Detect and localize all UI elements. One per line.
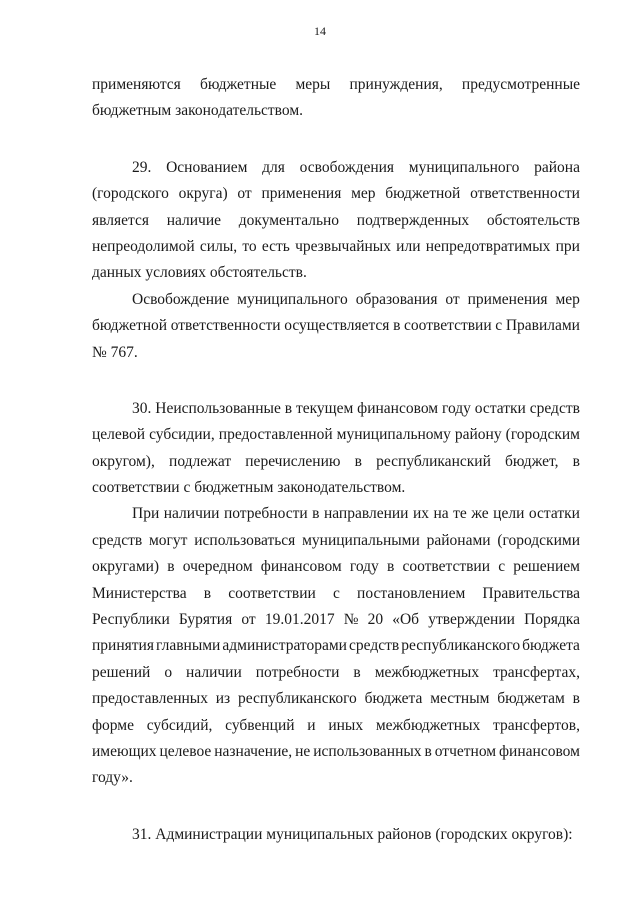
text-line: бюджетным законодательством. bbox=[92, 102, 304, 120]
text-line: (городского округа) от применения мер бюджетной ответственности bbox=[92, 185, 580, 203]
text-line: имеющих целевое назначение, не использованных в отчетном финансовом bbox=[92, 742, 580, 760]
paragraph-p-29-2 bbox=[92, 287, 580, 366]
text-line: форме субсидий, субвенций и иных межбюджетных трансфертов, bbox=[92, 716, 580, 734]
text-line: решений о наличии потребности в межбюджетных трансфертах, bbox=[92, 663, 580, 681]
text-line: является наличие документально подтвержденных обстоятельств bbox=[92, 211, 580, 229]
text-line: Освобождение муниципального образования от применения мер bbox=[132, 290, 580, 308]
text-line: Министерства в соответствии с постановлением Правительства bbox=[92, 584, 580, 602]
text-line: целевой субсидии, предоставленной муниципальному району (городским bbox=[92, 426, 580, 444]
paragraph-p-30-2 bbox=[92, 501, 580, 791]
paragraph-p-31 bbox=[92, 822, 580, 848]
text-line: Республики Бурятия от 19.01.2017 № 20 «Об утверждении Порядка bbox=[92, 611, 580, 629]
text-line: округом), подлежат перечислению в республиканский бюджет, в bbox=[92, 452, 580, 470]
paragraph-spacer bbox=[92, 792, 580, 822]
paragraph-p-cont bbox=[92, 72, 580, 125]
text-line: данных условиях обстоятельств. bbox=[92, 264, 307, 282]
paragraph-p-30 bbox=[92, 396, 580, 502]
text-line: непреодолимой силы, то есть чрезвычайных или непредотвратимых при bbox=[92, 237, 580, 255]
text-line: № 767. bbox=[92, 343, 138, 361]
text-line: 30. Неиспользованные в текущем финансовом году остатки средств bbox=[132, 399, 580, 417]
text-line: принятия главными администраторами средств республиканского бюджета bbox=[92, 637, 580, 655]
text-line: предоставленных из республиканского бюджета местным бюджетам в bbox=[92, 690, 580, 708]
text-line: году». bbox=[92, 769, 133, 787]
text-line: округами) в очередном финансовом году в соответствии с решением bbox=[92, 558, 580, 576]
paragraph-p-29 bbox=[92, 155, 580, 287]
text-line: средств могут использоваться муниципальными районами (городскими bbox=[92, 531, 580, 549]
paragraph-spacer bbox=[92, 125, 580, 155]
paragraph-spacer bbox=[92, 366, 580, 396]
document-body bbox=[92, 72, 580, 848]
text-line: При наличии потребности в направлении их на те же цели остатки bbox=[132, 505, 580, 523]
text-line: соответствии с бюджетным законодательством. bbox=[92, 479, 406, 497]
page-number: 14 bbox=[314, 24, 326, 38]
text-line: бюджетной ответственности осуществляется в соответствии с Правилами bbox=[92, 317, 580, 335]
text-line: 29. Основанием для освобождения муниципального района bbox=[132, 158, 580, 176]
text-line: 31. Администрации муниципальных районов (городских округов): bbox=[132, 825, 573, 843]
text-line: применяются бюджетные меры принуждения, предусмотренные bbox=[92, 76, 580, 93]
